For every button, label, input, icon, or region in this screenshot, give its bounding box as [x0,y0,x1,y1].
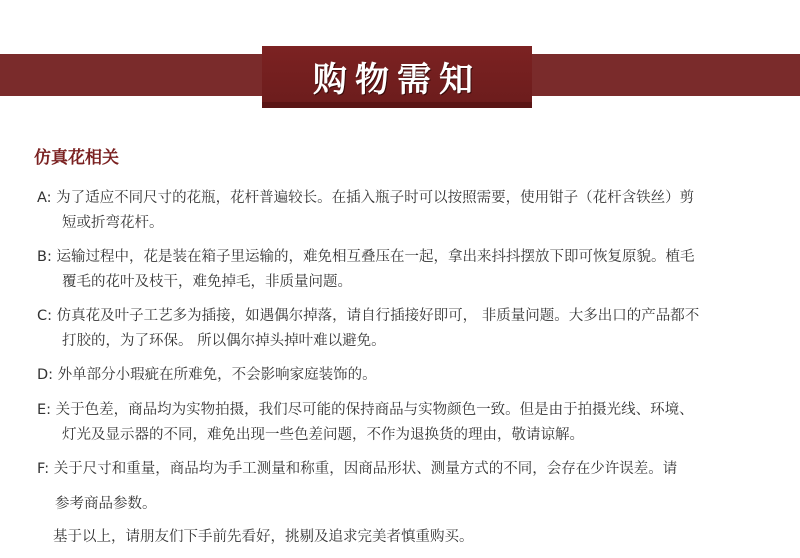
item-text-line2: 参考商品参数。 [55,496,157,512]
item-marker: D: [37,367,54,383]
item-text-line2: 短或折弯花杆。 [62,215,164,231]
notice-item-a [37,186,777,236]
notice-item-f [37,457,777,517]
item-text-line1: 运输过程中，花是装在箱子里运输的，难免相互叠压在一起，拿出来抖抖摆放下即可恢复原貌。植毛 [56,249,695,265]
item-marker: C: [37,308,53,324]
notice-item-c [37,304,777,354]
item-marker: E: [37,402,52,418]
item-text-line2: 覆毛的花叶及枝干，难免掉毛，非质量问题。 [62,274,352,290]
banner-title: 购物需知 [313,59,481,100]
notice-item-d [37,363,777,388]
item-text-line1: 外单部分小瑕疵在所难免，不会影响家庭装饰的。 [57,367,377,383]
notice-item-e [37,398,777,448]
banner-title-box [262,46,532,108]
item-text-line1: 关于尺寸和重量，商品均为手工测量和称重，因商品形状、测量方式的不同，会存在少许误差。请 [53,461,678,477]
item-text-line1: 关于色差，商品均为实物拍摄，我们尽可能的保持商品与实物颜色一致。但是由于拍摄光线、环境、 [55,402,694,418]
item-text-line2: 灯光及显示器的不同，难免出现一些色差问题，不作为退换货的理由，敬请谅解。 [62,427,584,443]
item-text-line1: 为了适应不同尺寸的花瓶，花杆普遍较长。在插入瓶子时可以按照需要，使用钳子（花杆含铁丝）剪 [56,190,695,206]
item-text-line2: 打胶的，为了环保。 所以偶尔掉头掉叶难以避免。 [62,333,386,349]
item-marker: F: [37,461,50,477]
item-marker: A: [37,190,52,206]
item-text-line1: 仿真花及叶子工艺多为插接，如遇偶尔掉落，请自行插接好即可， 非质量问题。大多出口的产品都不 [56,308,700,324]
footer-note: 基于以上，请朋友们下手前先看好，挑剔及追求完美者慎重购买。 [53,529,474,545]
item-marker: B: [37,249,52,265]
section-title: 仿真花相关 [34,148,119,168]
notice-item-b [37,245,777,295]
